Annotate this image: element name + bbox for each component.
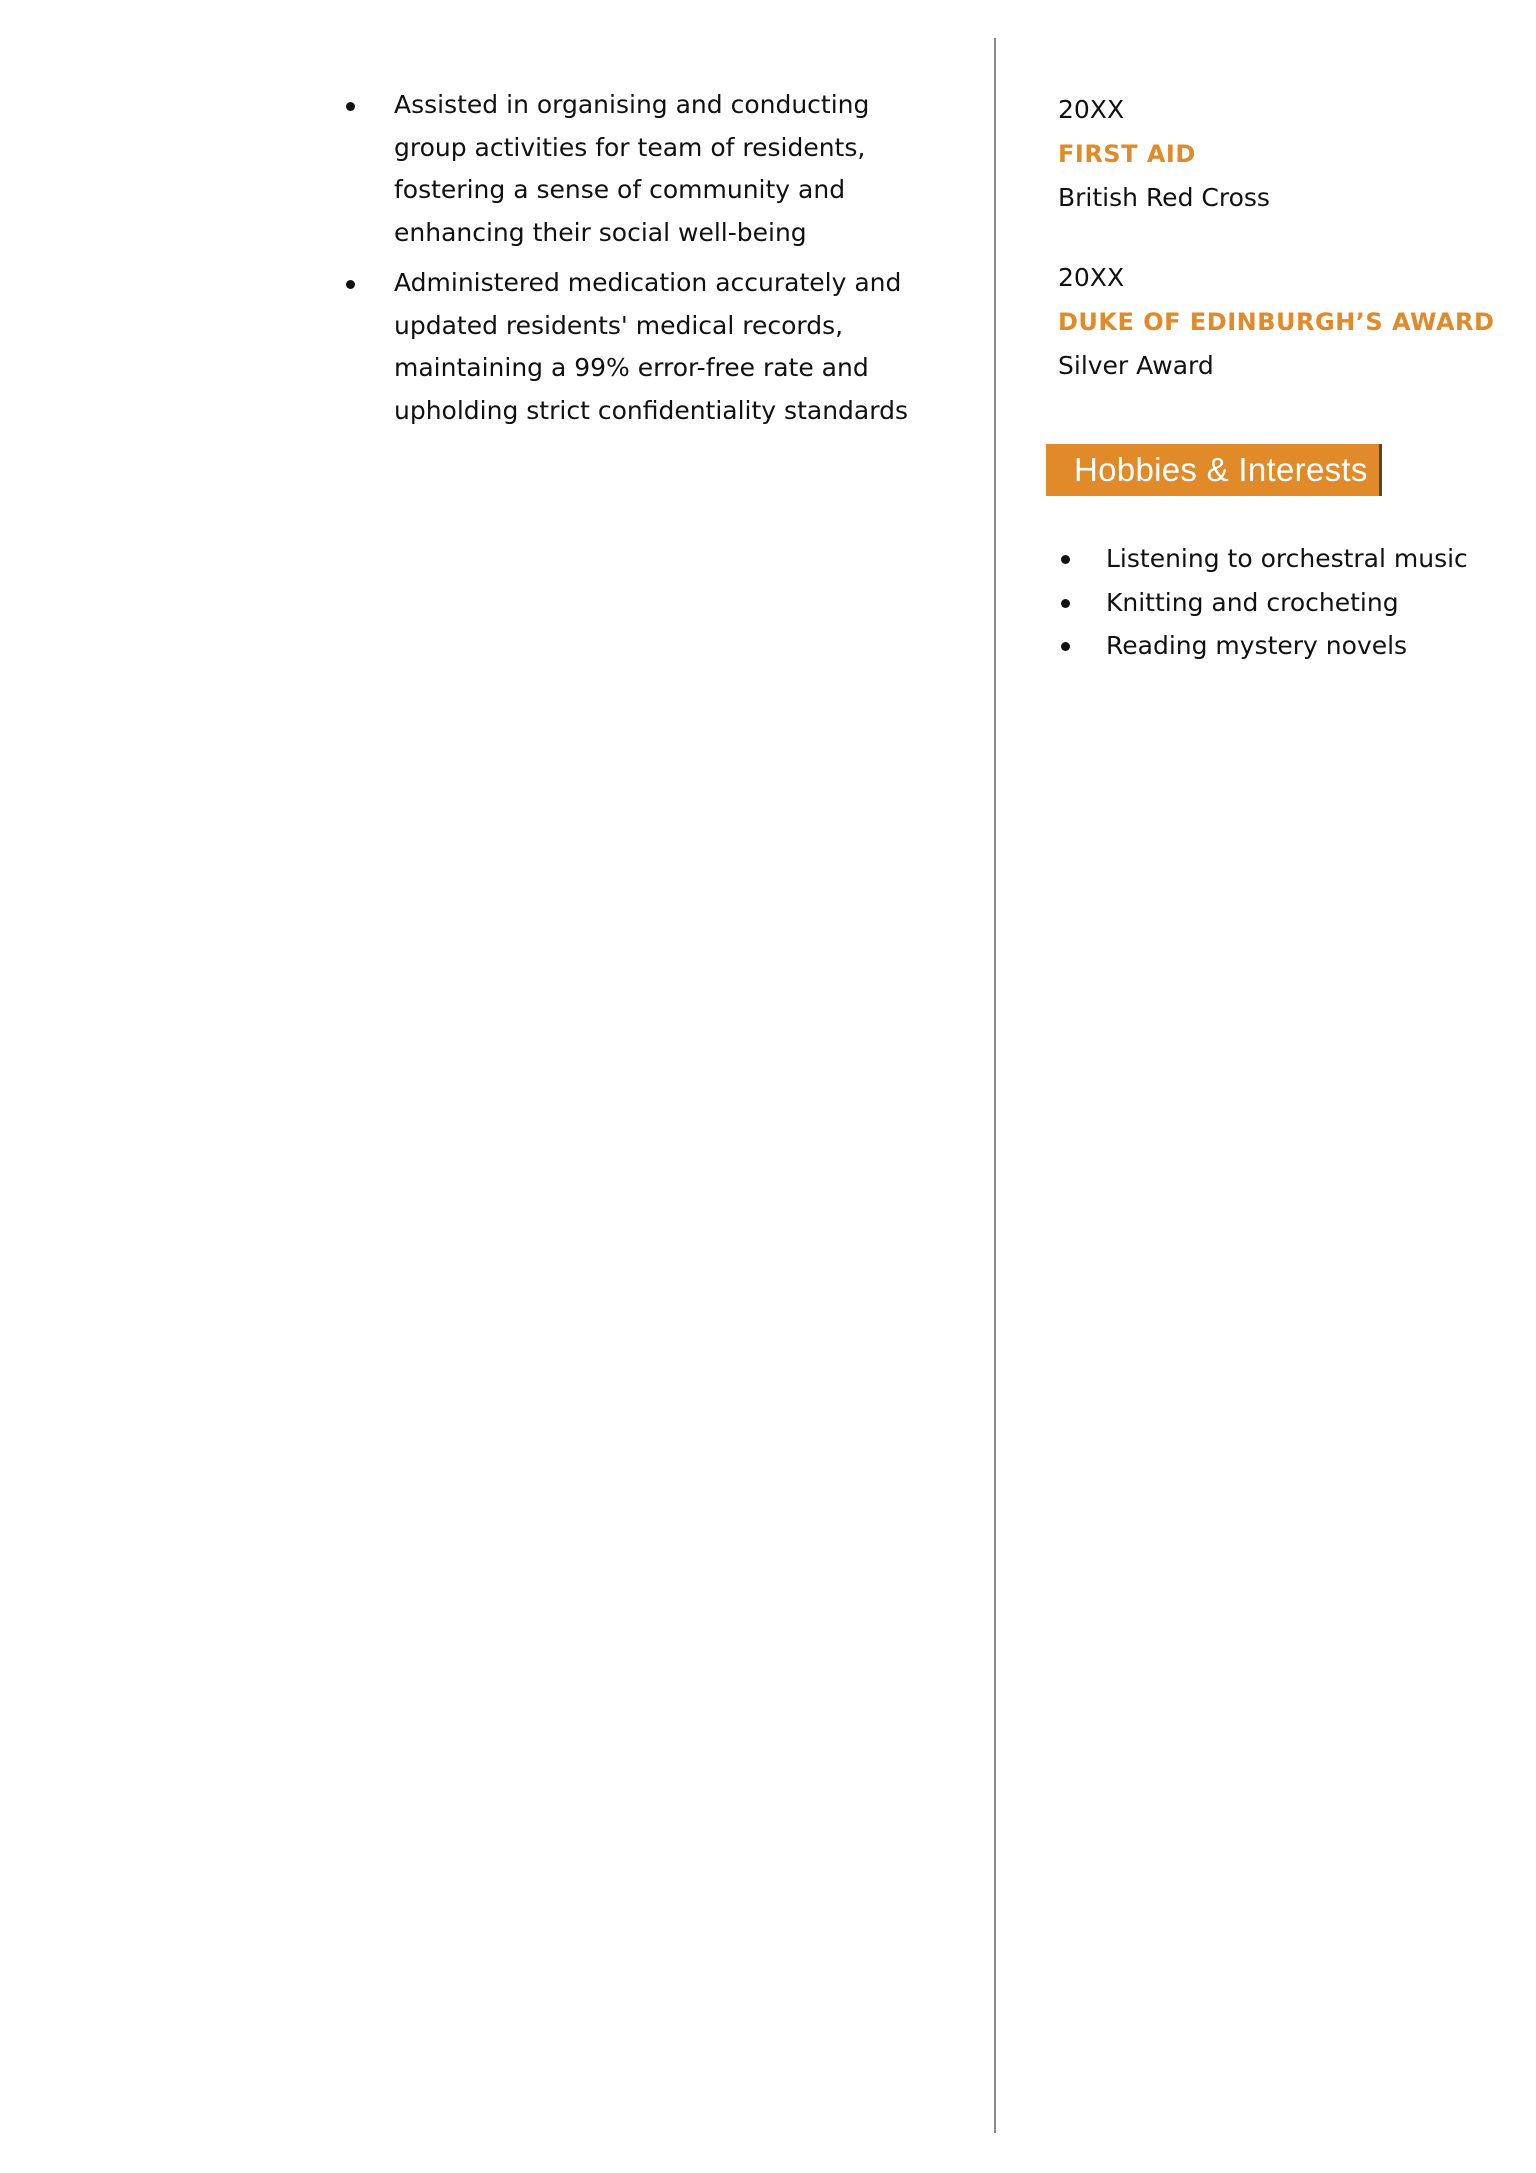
bullet-icon [1061,599,1070,608]
list-item [1058,624,1498,668]
bullet-icon [1061,555,1070,564]
bullet-icon [1061,642,1070,651]
bullet-text: Assisted in organising and conducting group activities for team of residents, fostering a sense of community and enhancing their social well-being [394,90,870,247]
certification-year: 20XX [1058,95,1125,124]
certifications-section [1058,88,1498,424]
bullet-icon [346,102,355,111]
hobbies-section-header [1046,444,1382,496]
column-divider [994,38,996,2133]
list-item [1058,581,1498,625]
hobbies-heading: Hobbies & Interests [1074,451,1368,488]
experience-details [338,84,918,440]
certification-title: DUKE OF EDINBURGH’S AWARD [1058,308,1495,336]
certification-issuer: Silver Award [1058,351,1214,380]
list-item [338,262,918,432]
hobby-text: Reading mystery novels [1106,631,1408,660]
bullet-text: Administered medication accurately and updated residents' medical records, maintaining a 99% error-free rate and upholding strict confidentiality standards [394,268,908,425]
hobby-text: Listening to orchestral music [1106,544,1468,573]
hobby-text: Knitting and crocheting [1106,587,1399,617]
certification-issuer: British Red Cross [1058,183,1270,212]
hobbies-list [1058,537,1498,668]
list-item [338,84,918,254]
certification-title: FIRST AID [1058,140,1196,168]
list-item [1058,537,1498,581]
certification-entry [1058,88,1498,220]
bullet-icon [346,280,355,289]
certification-entry [1058,256,1498,388]
experience-bullet-list [338,84,918,432]
certification-year: 20XX [1058,263,1125,292]
